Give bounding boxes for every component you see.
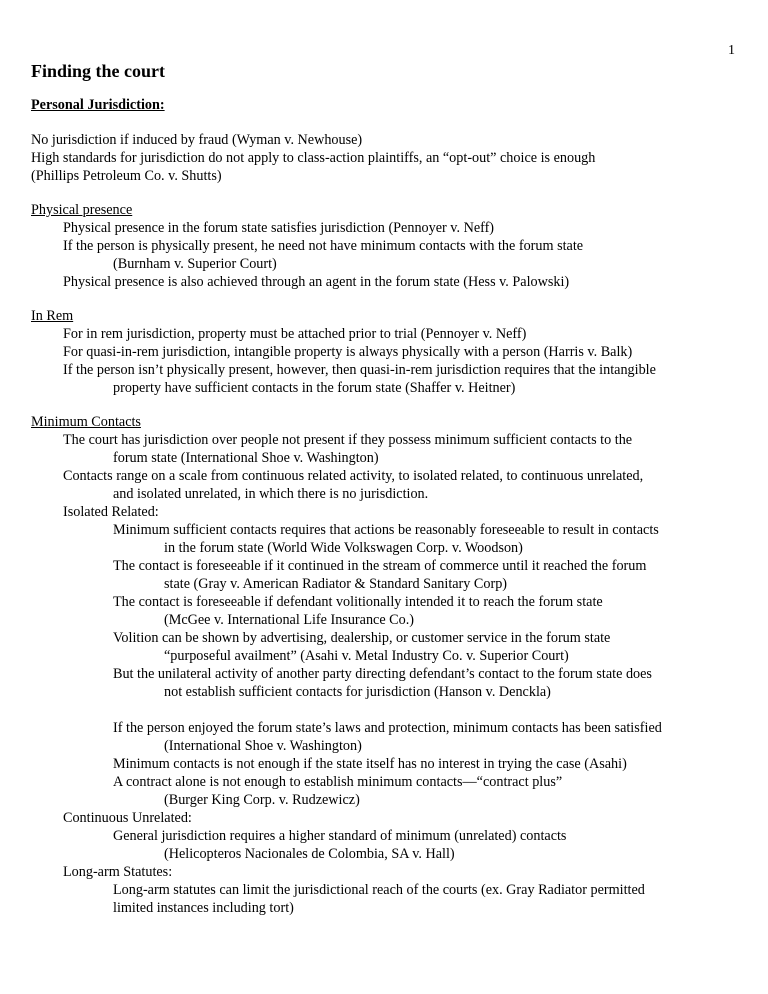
text-line: (Burnham v. Superior Court) [113, 256, 277, 272]
text-line: in the forum state (World Wide Volkswagen Corp. v. Woodson) [164, 540, 523, 556]
text-line: If the person is physically present, he need not have minimum contacts with the forum state [63, 238, 584, 254]
text-line: If the person isn’t physically present, however, then quasi-in-rem jurisdiction requires that the intangible [63, 362, 656, 378]
text-line: (McGee v. International Life Insurance Co.) [164, 612, 415, 628]
text-line: The contact is foreseeable if defendant volitionally intended it to reach the forum state [113, 594, 603, 610]
text-line: Long-arm statutes can limit the jurisdictional reach of the courts (ex. Gray Radiator permitted [113, 882, 645, 898]
text-line: If the person enjoyed the forum state’s laws and protection, minimum contacts has been satisfied [113, 720, 662, 736]
text-line: No jurisdiction if induced by fraud (Wyman v. Newhouse) [31, 132, 363, 148]
text-line: and isolated unrelated, in which there is no jurisdiction. [113, 486, 429, 502]
text-line: (International Shoe v. Washington) [164, 738, 362, 754]
text-line: limited instances including tort) [113, 900, 294, 916]
document-title: Finding the court [31, 61, 166, 81]
text-line: not establish sufficient contacts for jurisdiction (Hanson v. Denckla) [164, 684, 551, 700]
subheading-long-arm-statutes: Long-arm Statutes: [63, 864, 173, 880]
subheading-isolated-related: Isolated Related: [63, 504, 159, 520]
text-line: General jurisdiction requires a higher standard of minimum (unrelated) contacts [113, 828, 567, 844]
text-line: But the unilateral activity of another party directing defendant’s contact to the forum state does [113, 666, 652, 682]
section-heading-personal-jurisdiction: Personal Jurisdiction: [31, 97, 165, 113]
text-line: Physical presence in the forum state satisfies jurisdiction (Pennoyer v. Neff) [63, 220, 495, 236]
page-number: 1 [728, 43, 735, 58]
section-heading-physical-presence: Physical presence [31, 202, 133, 218]
text-line: Minimum contacts is not enough if the state itself has no interest in trying the case (Asahi) [113, 756, 627, 772]
text-line: Volition can be shown by advertising, dealership, or customer service in the forum state [113, 630, 611, 646]
text-line: The court has jurisdiction over people not present if they possess minimum sufficient contacts to the [63, 432, 633, 448]
text-line: (Helicopteros Nacionales de Colombia, SA v. Hall) [164, 846, 455, 862]
section-heading-in-rem: In Rem [31, 308, 74, 324]
text-line: A contract alone is not enough to establish minimum contacts—“contract plus” [113, 774, 563, 790]
text-line: state (Gray v. American Radiator & Standard Sanitary Corp) [164, 576, 508, 592]
text-line: Minimum sufficient contacts requires that actions be reasonably foreseeable to result in contacts [113, 522, 659, 538]
text-line: The contact is foreseeable if it continued in the stream of commerce until it reached the forum [113, 558, 647, 574]
text-line: property have sufficient contacts in the forum state (Shaffer v. Heitner) [113, 380, 516, 396]
text-line: (Burger King Corp. v. Rudzewicz) [164, 792, 360, 808]
text-line: “purposeful availment” (Asahi v. Metal Industry Co. v. Superior Court) [164, 648, 569, 664]
text-line: (Phillips Petroleum Co. v. Shutts) [31, 168, 222, 184]
text-line: For quasi-in-rem jurisdiction, intangible property is always physically with a person (Harris v. Balk) [63, 344, 633, 360]
text-line: Physical presence is also achieved through an agent in the forum state (Hess v. Palowski) [63, 274, 570, 290]
section-heading-minimum-contacts: Minimum Contacts [31, 414, 141, 430]
text-line: forum state (International Shoe v. Washington) [113, 450, 379, 466]
text-line: High standards for jurisdiction do not apply to class-action plaintiffs, an “opt-out” choice is enough [31, 150, 596, 166]
text-line: For in rem jurisdiction, property must be attached prior to trial (Pennoyer v. Neff) [63, 326, 527, 342]
subheading-continuous-unrelated: Continuous Unrelated: [63, 810, 192, 826]
text-line: Contacts range on a scale from continuous related activity, to isolated related, to continuous unrelated, [63, 468, 644, 484]
